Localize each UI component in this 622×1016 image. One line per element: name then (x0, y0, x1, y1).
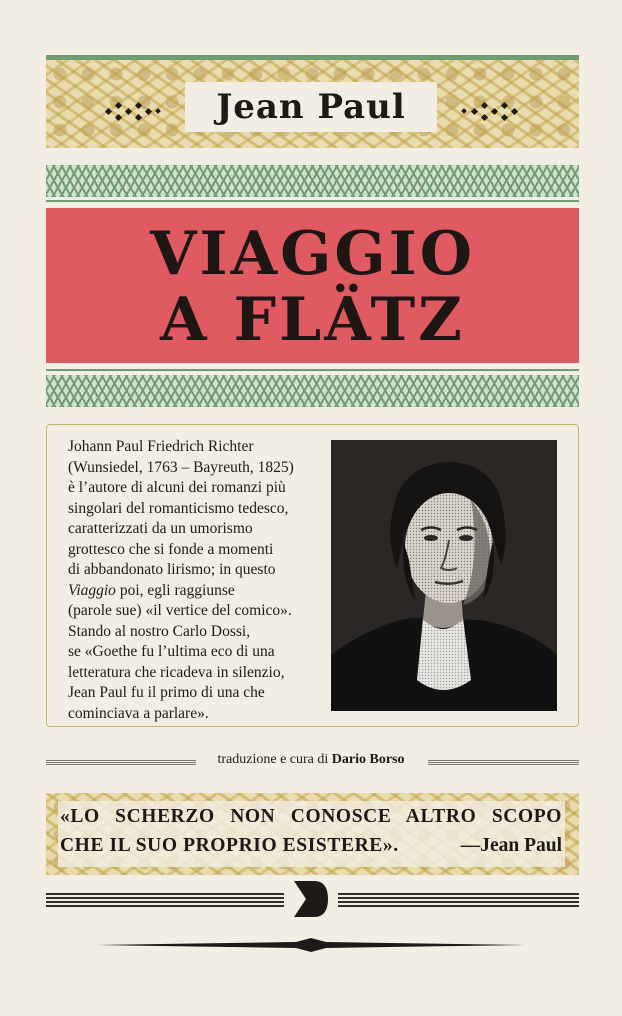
portrait-image (331, 440, 557, 711)
bio-line: cominciava a parlare». (68, 704, 209, 722)
credit-prefix: traduzione e cura di (217, 752, 329, 767)
book-title-line-2: A FLÄTZ (160, 285, 465, 355)
lower-green-band (46, 375, 579, 407)
bio-line: Jean Paul fu il primo di una che (68, 684, 265, 701)
quote-line-2: CHE IL SUO PROPRIO ESISTERE». (60, 835, 399, 856)
upper-green-band (46, 165, 579, 197)
top-green-rule (46, 55, 579, 60)
bottom-tapered-rule (96, 938, 526, 952)
bio-line-italic-row (68, 581, 320, 602)
bio-line: Johann Paul Friedrich Richter (68, 438, 254, 455)
lower-green-rule (46, 369, 579, 371)
bio-line: Stando al nostro Carlo Dossi, (68, 622, 251, 640)
portrait-drawing (331, 440, 557, 711)
logo-right-rule (338, 891, 579, 907)
quote-line-2-row (60, 835, 562, 857)
bio-line: singolari del romanticismo tedesco, (68, 499, 289, 517)
publisher-logo-icon (292, 879, 330, 919)
bio-line: di abbandonato lirismo; in questo (68, 561, 276, 578)
bio-line: (Wunsiedel, 1763 – Bayreuth, 1825) (68, 458, 294, 476)
bio-line: grottesco che si fonde a momenti (68, 540, 274, 558)
quote-attribution: —Jean Paul (460, 835, 562, 856)
bio-line: poi, egli raggiunse (119, 581, 235, 599)
author-biography (68, 437, 320, 724)
bio-line: è l’autore di alcuni dei romanzi più (68, 479, 286, 496)
bio-line: caratterizzati da un umorismo (68, 520, 253, 537)
bio-line: letteratura che ricadeva in silenzio, (68, 663, 285, 681)
logo-left-rule (46, 891, 284, 907)
book-title-line-1: VIAGGIO (150, 219, 475, 289)
bio-line: se «Goethe fu l’ultima eco di una (68, 643, 275, 660)
author-name: Jean Paul (216, 87, 406, 127)
bio-italic-title: Viaggio (68, 581, 116, 599)
quote-line-1: «LO SCHERZO NON CONOSCE ALTRO SCOPO (60, 806, 562, 827)
translator-name: Dario Borso (331, 752, 405, 767)
upper-green-rule (46, 200, 579, 202)
translator-credit (0, 752, 622, 768)
bio-line: (parole sue) «il vertice del comico». (68, 602, 292, 619)
